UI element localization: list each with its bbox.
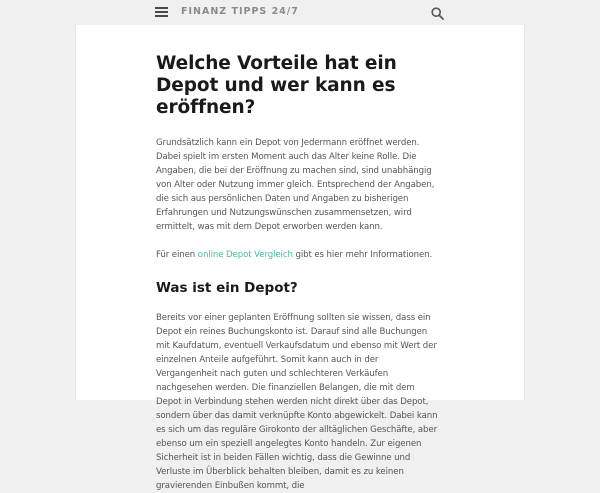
intro-paragraph: Grundsätzlich kann ein Depot von Jedermann eröffnet werden. Dabei spielt im ersten Moment auch das Alter keine Rolle. Die Angaben, die bei der Eröffnung zu machen sind, sind unabhängig von Alter oder Nutzung immer gleich. Entsprechend der Angaben, die sich aus persönlichen Daten und Angaben zu bisherigen Erfahrungen und Nutzungswünschen zusammensetzen, wird ermittelt, was mit dem Depot erworben werden kann. [156,138,435,232]
article-container [75,25,525,491]
article-body [156,53,441,493]
article-title: Welche Vorteile hat ein Depot und wer kann es eröffnen? [156,53,397,118]
hamburger-menu-icon[interactable] [155,6,168,18]
site-title-link[interactable]: FINANZ TIPPS 24/7 [181,6,299,17]
search-icon[interactable] [431,5,444,18]
section-heading: Was ist ein Depot? [156,280,298,296]
body-paragraph: Bereits vor einer geplanten Eröffnung sollten sie wissen, dass ein Depot ein reines Buchungskonto ist. Darauf sind alle Buchungen mit Kaufdatum, eventuell Verkaufsdatum und ebenso mit Wert der einzelnen Anteile aufgeführt. Somit kann auch in der Vergangenheit nach guten und schlechteren Verkäufen nachgesehen werden. Die finanziellen Belangen, die mit dem Depot in Verbindung stehen werden nicht direkt über das Depot, sondern über das damit verknüpfte Konto abgewickelt. Dabei kann es sich um das reguläre Girokonto der alltäglichen Geschäfte, aber ebenso um ein speziell angelegtes Konto handeln. Zur eigenen Sicherheit ist in beiden Fällen wichtig, dass die Gewinne und Verluste im Überblick behalten bleiben, damit es zu keinen gravierenden Einbußen kommt, die [156,313,438,491]
link-paragraph [156,248,441,262]
top-header-bar [0,0,600,25]
link-suffix: gibt es hier mehr Informationen. [292,250,433,260]
online-depot-vergleich-link[interactable]: online Depot Vergleich [197,250,293,260]
link-prefix: Für einen [156,250,198,260]
